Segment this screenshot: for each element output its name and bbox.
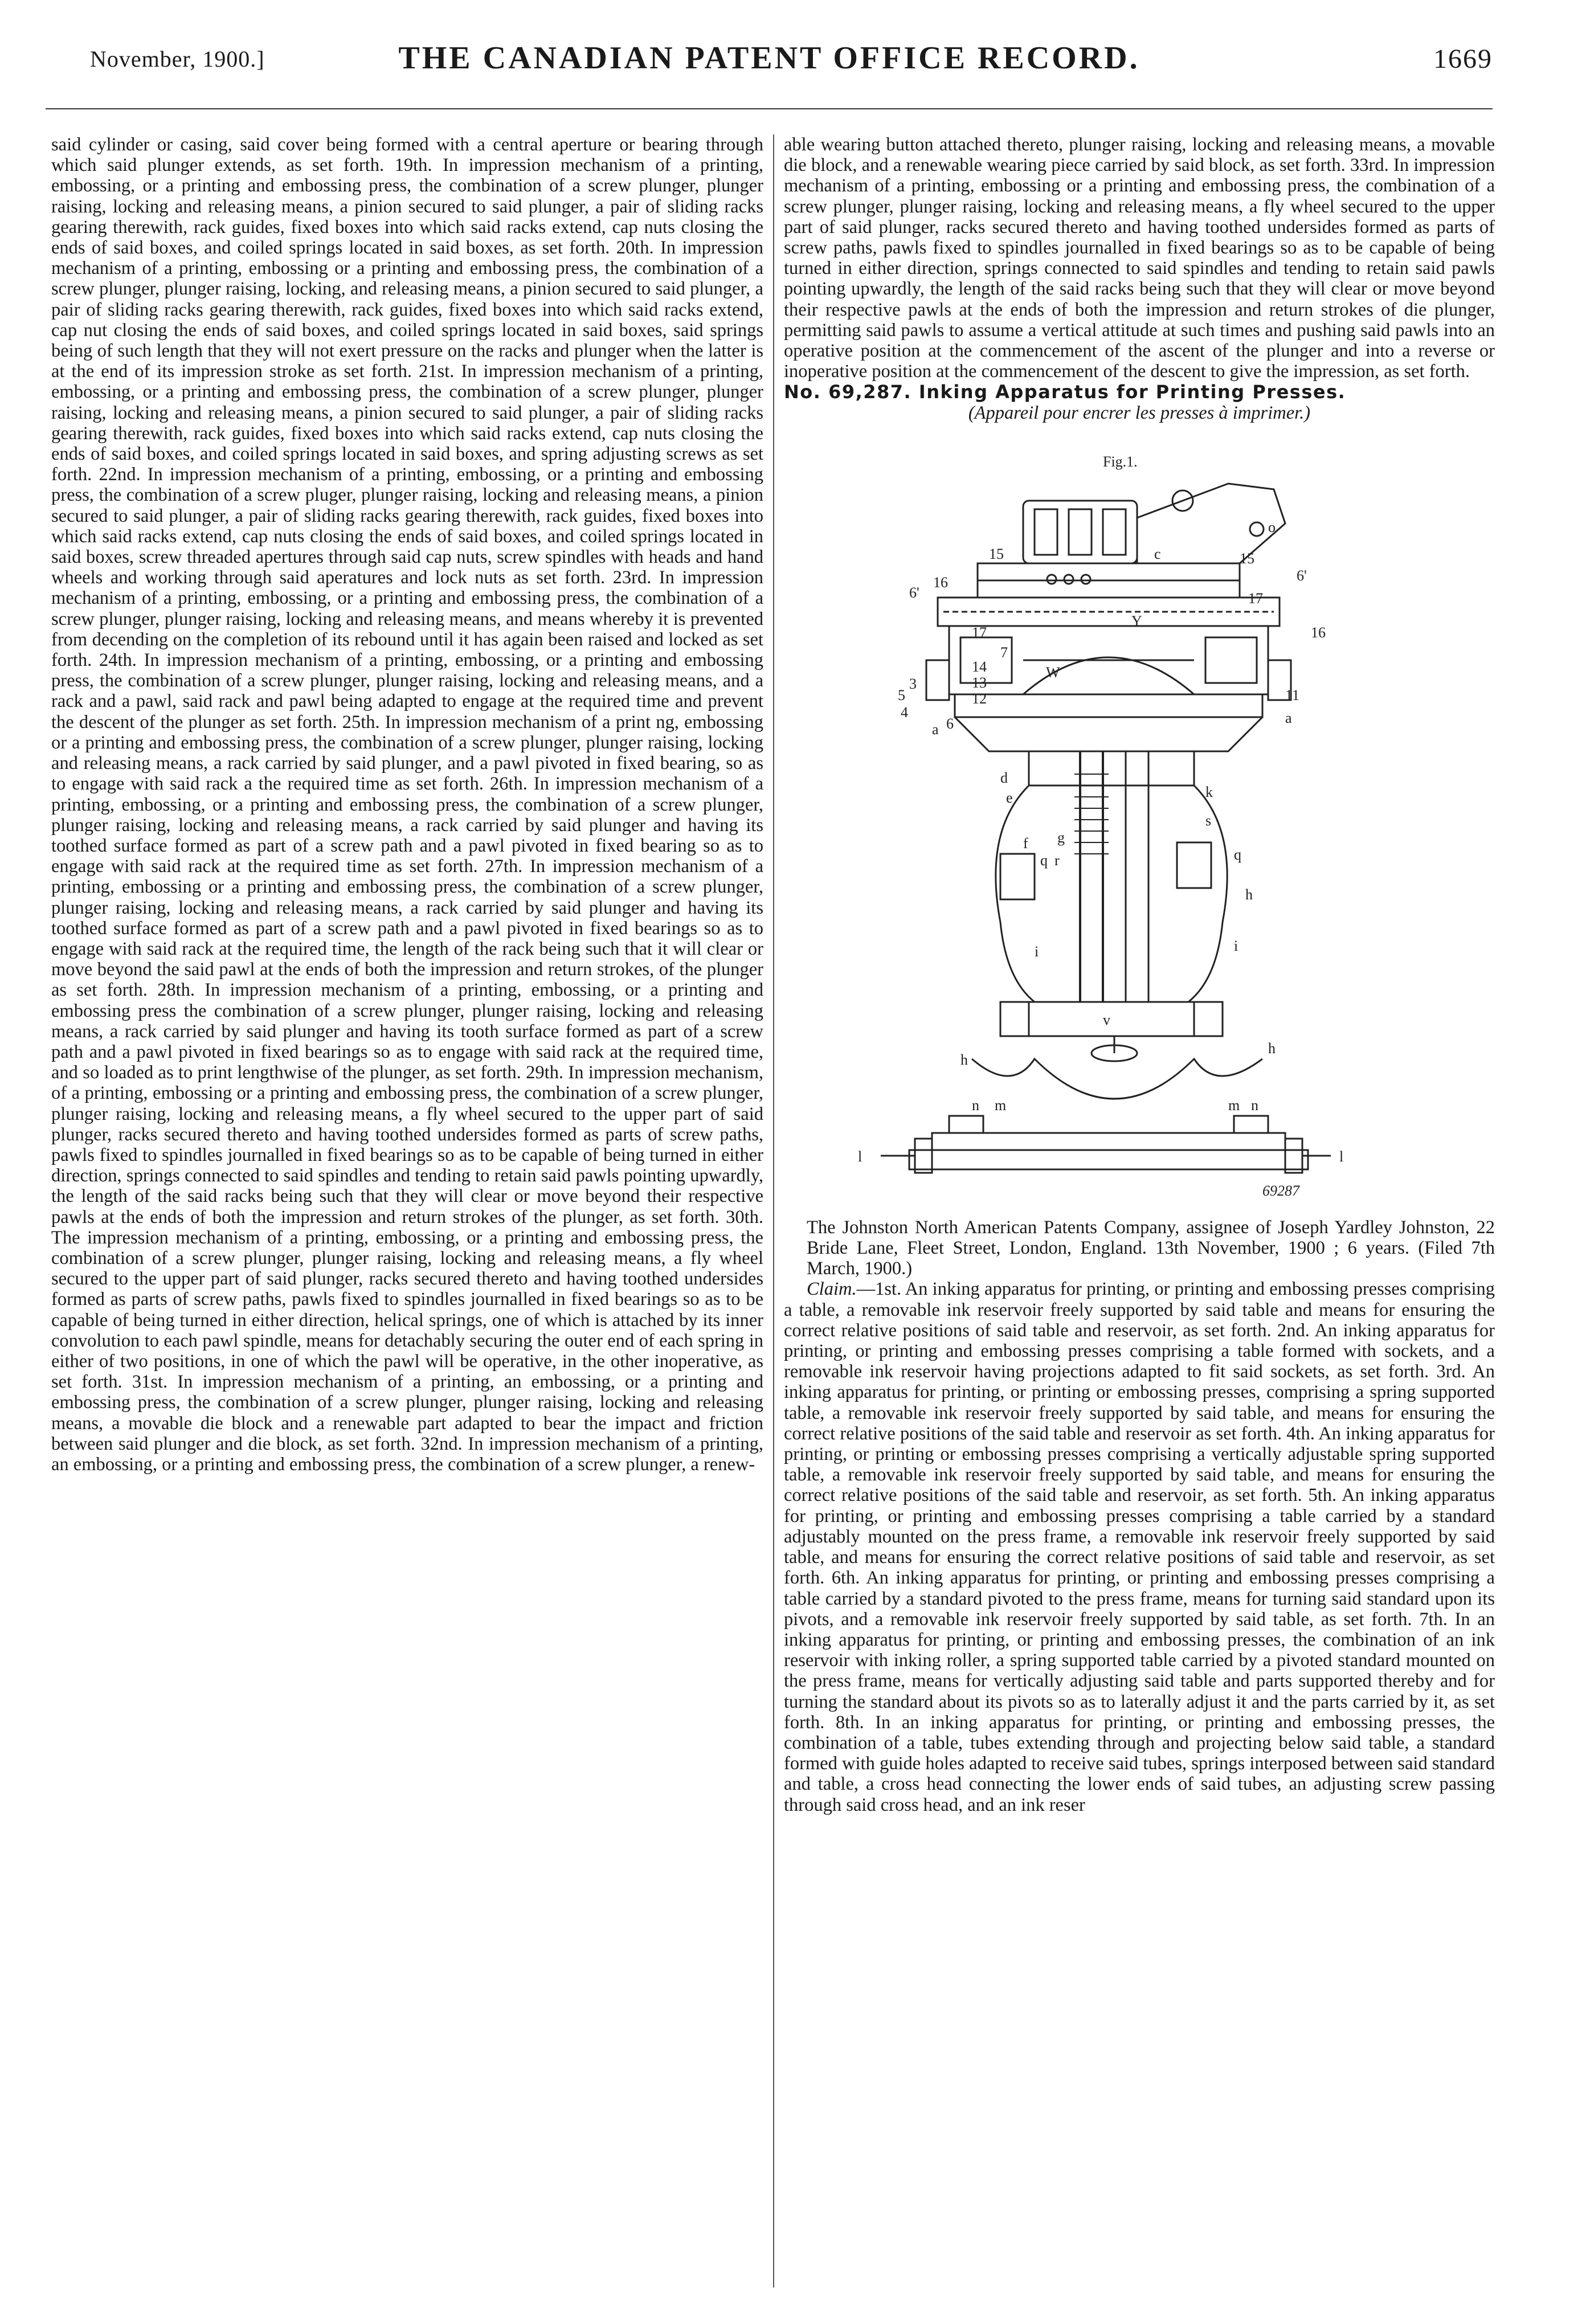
- header-rule: [46, 108, 1493, 109]
- claim-label: Claim.: [807, 1279, 857, 1300]
- fig-label-16b: 16: [1311, 624, 1326, 641]
- fig-label-l2: l: [1339, 1148, 1344, 1165]
- patent-figure: [784, 432, 1495, 1207]
- fig-label-16: 16: [933, 574, 948, 591]
- fig-label-15a: 15: [989, 545, 1004, 562]
- fig-label-r: r: [1054, 852, 1060, 869]
- fig-label-m2: m: [1228, 1096, 1240, 1114]
- fig-label-17a: 17: [972, 624, 987, 641]
- fig-label-q2: q: [1234, 846, 1241, 863]
- fig-label-o: o: [1268, 518, 1276, 535]
- fig-label-6b: 6': [1297, 567, 1307, 584]
- fig-label-v: v: [1103, 1011, 1110, 1028]
- fig-label-c: c: [1154, 545, 1161, 562]
- publication-title: THE CANADIAN PATENT OFFICE RECORD.: [398, 40, 1140, 76]
- figure-label: Fig.1.: [1103, 453, 1138, 470]
- fig-label-d: d: [1000, 769, 1008, 786]
- fig-label-m1: m: [995, 1096, 1007, 1114]
- claims-continuation-text: able wearing button attached thereto, plunger raising, locking and releasing means, a movable die block, and a renewable wearing piece carried by said block, as set forth. 33rd. In impression mechanism of a printing, embossing or a printing and embossing press, the combination of a screw plunger, plunger raising, locking and releasing means, a fly wheel secured to the upper part of said plunger, racks secured thereto and having toothed undersides formed as parts of screw paths, pawls fixed to spindles journalled in fixed bearings so as to be capable of being turned in either direction, springs connected to said spindles and tending to retain said pawls pointing upwardly, the length of the said racks being such that they will clear or move beyond their respective pawls at the ends of both the impression and return strokes of die plunger, permitting said pawls to assume a vertical attitude at such times and pushing said pawls into an operative position at the commencement of the ascent of the plunger and into a reverse or inoperative position at the commencement of the descent to give the impression, as set forth.: [784, 134, 1495, 382]
- drawing-number: 69287: [1262, 1182, 1299, 1199]
- issue-date: November, 1900.]: [90, 46, 265, 72]
- left-column: [51, 134, 763, 1475]
- claim-text: —1st. An inking apparatus for printing, or printing and embossing presses comprising a table, a removable ink reservoir freely supported by said table and means for ensuring the correct relative positions of said table and reservoir, as set forth. 2nd. An inking apparatus for printing, or printing and embossing presses comprising a table formed with sockets, and a removable ink reservoir having projections adapted to fit said sockets, as set forth. 3rd. An inking apparatus for printing, or printing or embossing presses, comprising a spring supported table, a removable ink reservoir freely supported by said table, and means for ensuring the correct relative positions of the said table and reservoir as set forth. 4th. An inking apparatus for printing, or printing or embossing presses comprising a vertically adjustable spring supported table, a removable ink reservoir freely supported by said table, and means for ensuring the correct relative positions of the said table and reservoir, as set forth. 5th. An inking apparatus for printing, or printing and embossing presses comprising a table carried by a standard adjustably mounted on the press frame, a removable ink reservoir freely supported by said table, and means for ensuring the correct relative positions of said table and reservoir, as set forth. 6th. An inking apparatus for printing, or printing and embossing presses comprising a table carried by a standard pivoted to the press frame, means for turning said standard upon its pivots, and a removable ink reservoir freely supported by said table, as set forth. 7th. In an inking apparatus for printing, or printing and embossing presses, the combination of an ink reservoir with inking roller, a spring supported table carried by a pivoted standard mounted on the press frame, means for vertically adjusting said table and parts supported thereby and for turning the standard about its pivots so as to laterally adjust it and the parts carried by it, as set forth. 8th. In an inking apparatus for printing, or printing and embossing presses, the combination of a table, tubes extending through and projecting below said table, a standard formed with guide holes adapted to receive said tubes, springs interposed between said standard and table, a cross head connecting the lower ends of said tubes, an adjusting screw passing through said cross head, and an ink reser: [784, 1279, 1495, 1815]
- fig-label-Y: Y: [1131, 612, 1142, 629]
- fig-label-a2: a: [1285, 709, 1292, 726]
- fig-label-6c: 6: [946, 715, 954, 732]
- page-header: [46, 40, 1493, 91]
- fig-label-W: W: [1046, 664, 1060, 681]
- inking-apparatus-drawing: [784, 432, 1495, 1207]
- patent-subtitle: (Appareil pour encrer les presses à imprimer.): [968, 402, 1311, 423]
- fig-label-17b: 17: [1248, 590, 1263, 607]
- fig-label-h2: h: [960, 1051, 968, 1068]
- fig-label-11: 11: [1285, 686, 1300, 703]
- fig-label-n2: n: [1251, 1096, 1258, 1114]
- fig-label-15b: 15: [1240, 550, 1254, 567]
- fig-label-q1: q: [1040, 852, 1048, 869]
- fig-label-f: f: [1023, 834, 1028, 852]
- fig-label-l1: l: [858, 1148, 863, 1165]
- fig-label-e: e: [1006, 789, 1013, 806]
- fig-label-n1: n: [972, 1096, 979, 1114]
- fig-label-14: 14: [972, 658, 987, 675]
- patent-claims: [784, 1279, 1495, 1815]
- fig-label-13: 13: [972, 674, 987, 691]
- fig-label-3: 3: [909, 675, 917, 692]
- patent-heading: No. 69,287. Inking Apparatus for Printing Presses.: [784, 381, 1346, 403]
- fig-label-h3: h: [1268, 1040, 1276, 1057]
- fig-label-12: 12: [972, 690, 987, 707]
- fig-label-4: 4: [901, 703, 908, 721]
- fig-label-g: g: [1057, 829, 1065, 846]
- claims-continued-text: said cylinder or casing, said cover being formed with a central aperture or bearing through which said plunger extends, as set forth. 19th. In impression mechanism of a printing, embossing, or a printing and embossing press, the combination of a screw plunger, plunger raising, locking and releasing means, a pinion secured to said plunger, a pair of sliding racks gearing therewith, rack guides, fixed boxes into which said racks extend, cap nuts closing the ends of said boxes, and coiled springs located in said boxes, as set forth. 20th. In impression mechanism of a printing, embossing or a printing and embossing press, the combination of a screw plunger, plunger raising, locking, and releasing means, a pinion secured to said plunger, a pair of sliding racks gearing therewith, rack guides, fixed boxes into which said racks extend, cap nut closing the ends of said boxes, and coiled springs located in said boxes, said springs being of such length that they will not exert pressure on the racks and plunger when the latter is at the end of its impression stroke as set forth. 21st. In impression mechanism of a printing, embossing, or a printing and embossing press, the combination of a screw plunger, plunger raising, locking and releasing means, a pinion secured to said plunger, a pair of sliding racks gearing therewith, rack guides, fixed boxes into which said racks extend, cap nuts closing the ends of said boxes, and coiled springs located in said boxes, and spring adjusting screws as set forth. 22nd. In impression mechanism of a printing, embossing, or a printing and embossing press, the combination of a screw pluger, plunger raising, locking and releasing means, a pinion secured to said plunger, a pair of sliding racks gearing therewith, rack guides, fixed boxes into which said racks extend, cap nuts closing the ends of said boxes, and coiled springs located in said boxes, screw threaded apertures through said cap nuts, screw spindles with heads and hand wheels and working through said aperatures and lock nuts as set forth. 23rd. In impression mechanism of a printing, embossing, or a printing and embossing press, the combination of a screw plunger, plunger raising, locking and releasing means, and means whereby it is prevented from decending on the completion of its rebound until it has again been raised and locked as set forth. 24th. In impression mechanism of a printing, embossing, or a printing and embossing press, the combination of a screw plunger, plunger raising, locking and releasing means, and a rack and a pawl, said rack and pawl being adapted to engage at the required time and prevent the descent of the plunger as set forth. 25th. In impression mechanism of a print ng, embossing or a printing and embossing press, the combination of a screw plunger, plunger raising, locking and releasing means, a rack carried by said plunger, and a pawl pivoted in fixed bearing, so as to engage with said rack a the required time as set forth. 26th. In impression mechanism of a printing, embossing, or a printing and embossing press, the combination of a screw plunger, plunger raising, locking and releasing means, a rack carried by said plunger and having its toothed surface formed as part of a screw path and a pawl pivoted in fixed bearing so as to engage with said rack at the required time as set forth. 27th. In impression mechanism of a printing, embossing or a printing and embossing press, the combination of a screw plunger, plunger raising, locking and releasing means, a rack carried by said plunger and having its toothed surface formed as part of a screw path and a pawl pivoted in fixed bearings so as to engage with said rack at the required time, the length of the rack being such that it will clear or move beyond the said pawl at the ends of both the impression and return strokes, of the plunger as set forth. 28th. In impression mechanism of a printing, embossing, or a printing and embossing press the combination of a screw plunger, plunger raising, locking and releasing means, a rack carried by said plunger and having its tooth surface formed as part of a screw path and a pawl pivoted in fixed bearings so as to engage with said rack at the required time, and so loaded as to print lengthwise of the plunger, as set forth. 29th. In impression mechanism, of a printing, embossing or a printing and embossing press, the combination of a screw plunger, plunger raising, locking and releasing means, a fly wheel secured to the upper part of said plunger, racks secured thereto and having toothed undersides formed as parts of screw paths, pawls fixed to spindles journalled in fixed bearings so as to be capable of being turned in either direction, springs connected to said spindles and tending to retain said pawls pointing upwardly, the length of the said racks being such that they will clear or move beyond their respective pawls at the ends of both the impression and return strokes of the plunger, as set forth. 30th. The impression mechanism of a printing, embossing, or a printing and embossing press, the combination of a screw plunger, plunger raising, locking and releasing means, a fly wheel secured to the upper part of said plunger, racks secured thereto and having toothed undersides formed as parts of screw paths, pawls fixed to spindles journalled in fixed bearings so as to be capable of being turned in either direction, helical springs, one of which is attached by its inner convolution to each pawl spindle, means for detachably securing the outer end of each spring in either of two positions, in one of which the pawl will be operative, in the other inoperative, as set forth. 31st. In impression mechanism of a printing, an embossing, or a printing and embossing press, the combination of a screw plunger, plunger raising, locking and releasing means, a movable die block and a renewable part adapted to bear the impact and friction between said plunger and die block, as set forth. 32nd. In impression mechanism of a printing, an embossing, or a printing and embossing press, the combination of a screw plunger, a renew-: [51, 134, 763, 1475]
- patent-assignee: The Johnston North American Patents Company, assignee of Joseph Yardley Johnston, 22 Bride Lane, Fleet Street, London, England. 13th November, 1900 ; 6 years. (Filed 7th March, 1900.): [807, 1217, 1495, 1279]
- fig-label-i2: i: [1234, 937, 1238, 954]
- fig-label-a1: a: [932, 721, 939, 738]
- fig-label-i1: i: [1035, 943, 1039, 960]
- column-divider: [773, 134, 774, 2288]
- fig-label-k: k: [1205, 783, 1213, 800]
- fig-label-s: s: [1205, 812, 1212, 829]
- fig-label-5: 5: [898, 686, 905, 703]
- fig-label-6a: 6': [909, 584, 919, 601]
- fig-label-h1: h: [1245, 886, 1253, 903]
- page-number: 1669: [1433, 44, 1493, 74]
- right-column: [784, 134, 1495, 1815]
- fig-label-7: 7: [1000, 644, 1008, 661]
